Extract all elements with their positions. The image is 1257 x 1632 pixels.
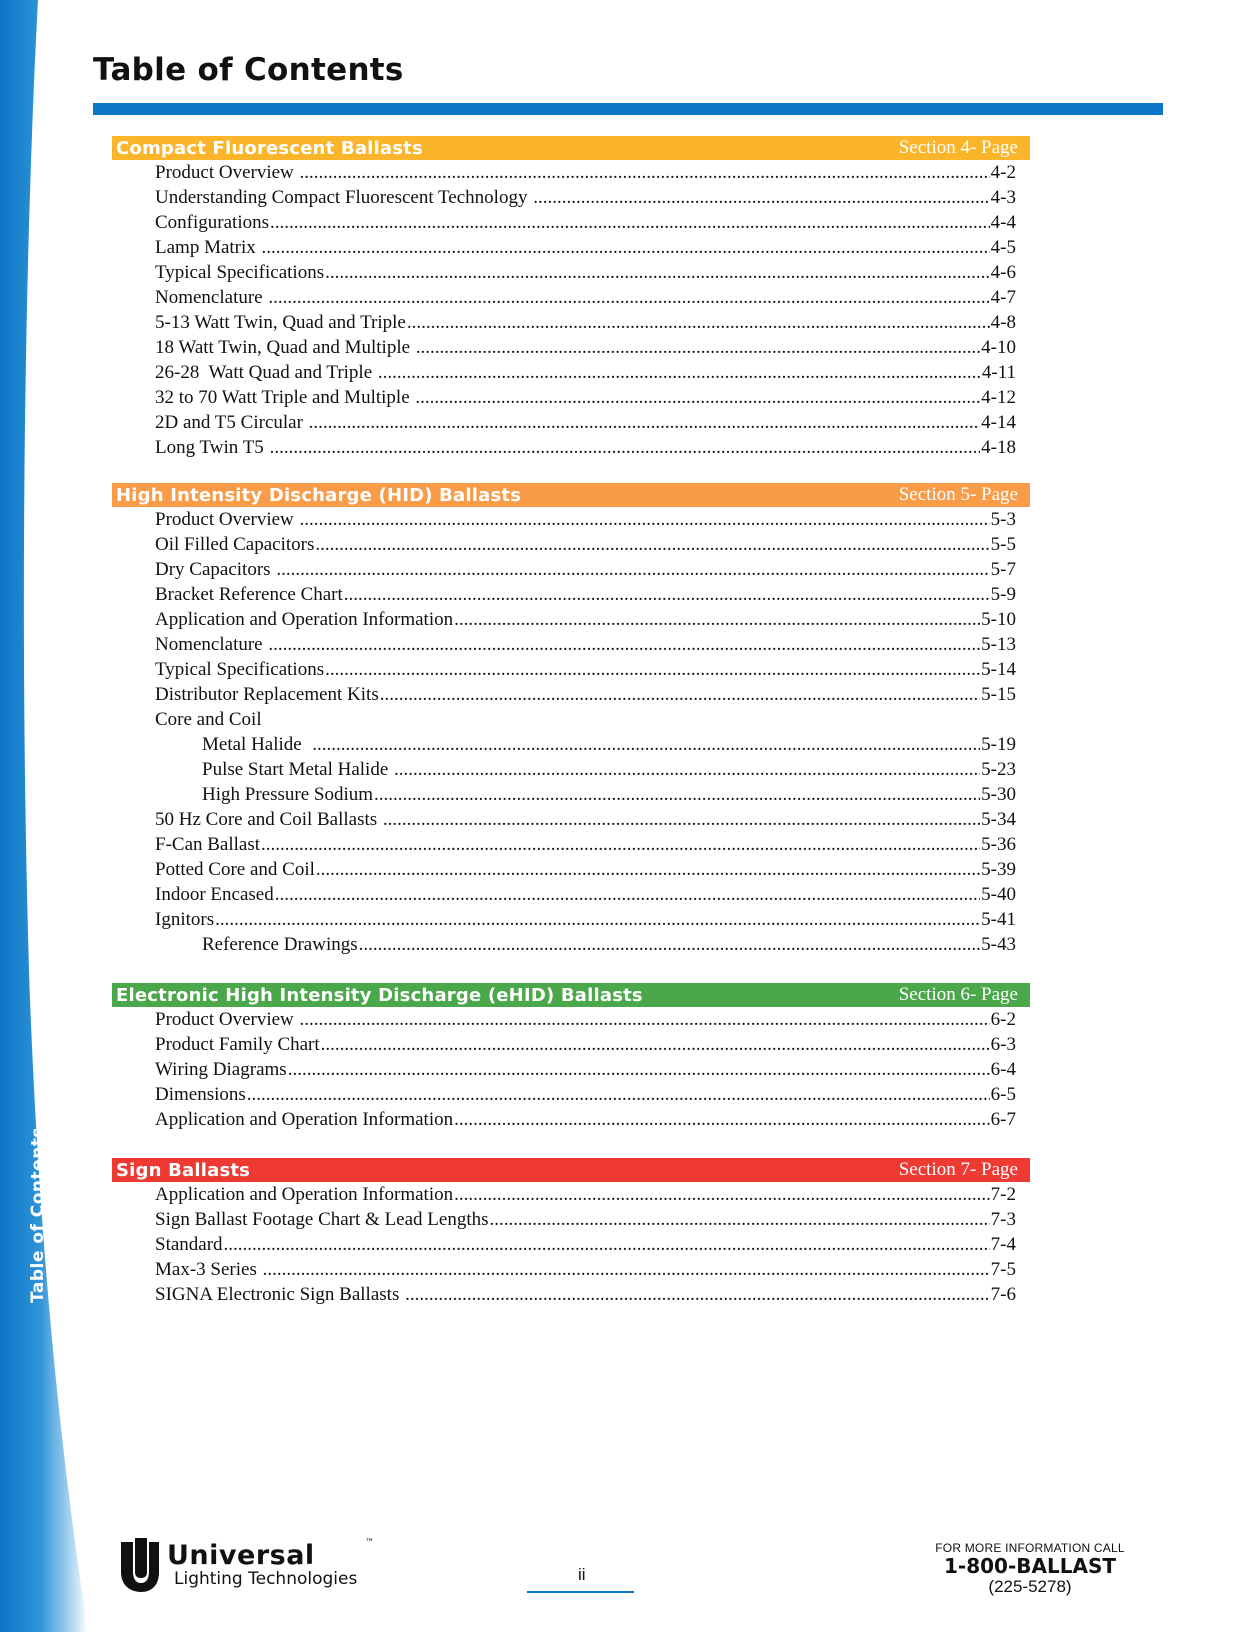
toc-entry-page: 5-41 xyxy=(981,909,1016,930)
toc-entry-label: Reference Drawings xyxy=(202,934,358,955)
toc-entry[interactable] xyxy=(112,932,1030,957)
toc-entry-page: 4-14 xyxy=(981,412,1016,433)
section-ehid xyxy=(112,983,1030,1132)
dot-leader xyxy=(380,682,980,707)
dot-leader xyxy=(300,1007,990,1032)
dot-leader xyxy=(270,435,981,460)
dot-leader xyxy=(454,1107,990,1132)
toc-entry-page: 7-6 xyxy=(990,1284,1016,1305)
dot-leader xyxy=(490,1207,990,1232)
dot-leader xyxy=(262,235,990,260)
toc-entry[interactable] xyxy=(112,210,1030,235)
toc-entry[interactable] xyxy=(112,160,1030,185)
toc-entry-page: 4-18 xyxy=(981,437,1016,458)
dot-leader xyxy=(374,782,980,807)
toc-entry-label: Wiring Diagrams xyxy=(155,1059,287,1080)
toc-entry[interactable] xyxy=(112,260,1030,285)
dot-leader xyxy=(316,857,980,882)
toc-entry-label: Typical Specifications xyxy=(155,659,325,680)
section-page-label: Section 7- Page xyxy=(898,1159,1018,1180)
toc-entry-label: Application and Operation Information xyxy=(155,1184,454,1205)
section-header xyxy=(112,1158,1030,1182)
section-header xyxy=(112,983,1030,1007)
dot-leader xyxy=(315,532,989,557)
dot-leader xyxy=(416,335,980,360)
dot-leader xyxy=(270,210,990,235)
logo-subtitle: Lighting Technologies xyxy=(174,1569,358,1589)
section-header xyxy=(112,483,1030,507)
phone-number-alt: (225-5278) xyxy=(988,1577,1072,1596)
toc-entry-label: Application and Operation Information xyxy=(155,1109,454,1130)
toc-entry[interactable] xyxy=(112,882,1030,907)
title-rule xyxy=(93,103,1163,115)
dot-leader xyxy=(321,1032,990,1057)
toc-entry-label: Nomenclature xyxy=(155,634,268,655)
dot-leader xyxy=(383,807,980,832)
dot-leader xyxy=(454,1182,990,1207)
toc-entry-page: 5-30 xyxy=(981,784,1016,805)
universal-logo xyxy=(117,1536,407,1596)
dot-leader xyxy=(405,1282,990,1307)
toc-entry-page: 4-2 xyxy=(990,162,1016,183)
dot-leader xyxy=(407,310,990,335)
dot-leader xyxy=(268,632,980,657)
toc-entry[interactable] xyxy=(112,1007,1030,1032)
toc-entry-label: 18 Watt Twin, Quad and Multiple xyxy=(155,337,415,358)
dot-leader xyxy=(276,557,989,582)
toc-entry-label: High Pressure Sodium xyxy=(202,784,373,805)
dot-leader xyxy=(275,882,980,907)
toc-entry-page: 5-19 xyxy=(981,734,1016,755)
toc-entry-page: 6-4 xyxy=(990,1059,1016,1080)
toc-entry-label: Application and Operation Information xyxy=(155,609,454,630)
page-title: Table of Contents xyxy=(93,52,404,88)
section-header xyxy=(112,136,1030,160)
toc-entry[interactable] xyxy=(112,1207,1030,1232)
dot-leader xyxy=(533,185,989,210)
toc-entry-label: Core and Coil xyxy=(155,709,262,730)
toc-entry-label: Oil Filled Capacitors xyxy=(155,534,315,555)
toc-entry-page: 6-2 xyxy=(990,1009,1016,1030)
toc-entry[interactable] xyxy=(112,682,1030,707)
toc-entry-page: 4-6 xyxy=(990,262,1016,283)
dot-leader xyxy=(325,260,990,285)
toc-entry-page: 4-10 xyxy=(981,337,1016,358)
toc-entry[interactable] xyxy=(112,607,1030,632)
toc-entry-label: 5-13 Watt Twin, Quad and Triple xyxy=(155,312,406,333)
contact-info xyxy=(900,1541,1160,1597)
toc-entry-page: 7-2 xyxy=(990,1184,1016,1205)
toc-entry-page: 5-34 xyxy=(981,809,1016,830)
toc-entry-label: Indoor Encased xyxy=(155,884,274,905)
toc-entry-label: Product Overview xyxy=(155,509,299,530)
toc-entry[interactable] xyxy=(112,385,1030,410)
section-hid xyxy=(112,483,1030,957)
dot-leader xyxy=(300,160,990,185)
dot-leader xyxy=(454,607,980,632)
toc-entry[interactable] xyxy=(112,410,1030,435)
dot-leader xyxy=(312,732,980,757)
toc-entry-page: 5-3 xyxy=(990,509,1016,530)
toc-entry[interactable] xyxy=(112,632,1030,657)
toc-entry-label: Bracket Reference Chart xyxy=(155,584,343,605)
toc-entry[interactable] xyxy=(112,732,1030,757)
page-number-rule xyxy=(527,1591,634,1593)
toc-entry[interactable] xyxy=(112,1107,1030,1132)
toc-entry-page: 4-4 xyxy=(990,212,1016,233)
section-page-label: Section 6- Page xyxy=(898,984,1018,1005)
dot-leader xyxy=(261,832,980,857)
toc-entry[interactable] xyxy=(112,532,1030,557)
toc-entry-page: 6-5 xyxy=(990,1084,1016,1105)
dot-leader xyxy=(247,1082,990,1107)
toc-entry-label: 32 to 70 Watt Triple and Multiple xyxy=(155,387,415,408)
toc-entry-page: 7-4 xyxy=(990,1234,1016,1255)
section-compact-fluorescent xyxy=(112,136,1030,460)
toc-entry[interactable] xyxy=(112,285,1030,310)
toc-entry-page: 6-3 xyxy=(990,1034,1016,1055)
toc-entry-page: 5-36 xyxy=(981,834,1016,855)
universal-logo-icon xyxy=(117,1536,163,1594)
toc-entry-page: 5-15 xyxy=(981,684,1016,705)
toc-entry[interactable] xyxy=(112,435,1030,460)
toc-entry[interactable] xyxy=(112,757,1030,782)
section-page-label: Section 5- Page xyxy=(898,484,1018,505)
toc-entry-label: Sign Ballast Footage Chart & Lead Lengths xyxy=(155,1209,489,1230)
toc-entry-page: 4-8 xyxy=(990,312,1016,333)
toc-entry[interactable] xyxy=(112,557,1030,582)
toc-entry-label: Long Twin T5 xyxy=(155,437,269,458)
toc-entry-page: 4-5 xyxy=(990,237,1016,258)
phone-number: 1-800-BALLAST xyxy=(943,1554,1116,1578)
toc-entry-label: Metal Halide xyxy=(202,734,312,755)
toc-entry-label: Standard xyxy=(155,1234,223,1255)
dot-leader xyxy=(378,360,981,385)
toc-entry-label: Distributor Replacement Kits xyxy=(155,684,379,705)
logo-wordmark: Universal xyxy=(167,1540,315,1571)
toc-entry-label: Nomenclature xyxy=(155,287,268,308)
logo-trademark: ™ xyxy=(365,1538,374,1548)
toc-entry-label: Configurations xyxy=(155,212,269,233)
toc-entry[interactable] xyxy=(112,335,1030,360)
section-title: High Intensity Discharge (HID) Ballasts xyxy=(116,484,522,506)
toc-entry[interactable] xyxy=(112,582,1030,607)
dot-leader xyxy=(224,1232,990,1257)
toc-entry-page: 5-10 xyxy=(981,609,1016,630)
toc-entry-label: Dry Capacitors xyxy=(155,559,276,580)
section-title: Sign Ballasts xyxy=(116,1159,251,1181)
toc-entry-page: 4-3 xyxy=(990,187,1016,208)
toc-entry-label: Understanding Compact Fluorescent Technology xyxy=(155,187,533,208)
dot-leader xyxy=(300,507,990,532)
toc-entry[interactable] xyxy=(112,1057,1030,1082)
sidebar-band xyxy=(0,0,90,1632)
toc-entry[interactable] xyxy=(112,807,1030,832)
toc-entry-page: 5-5 xyxy=(990,534,1016,555)
toc-entry-page: 5-7 xyxy=(990,559,1016,580)
toc-entry-page: 6-7 xyxy=(990,1109,1016,1130)
toc-entry-page: 5-40 xyxy=(981,884,1016,905)
dot-leader xyxy=(359,932,981,957)
section-page-label: Section 4- Page xyxy=(898,137,1018,158)
toc-entry-label: Dimensions xyxy=(155,1084,246,1105)
toc-entry[interactable] xyxy=(112,1182,1030,1207)
toc-entry[interactable] xyxy=(112,1257,1030,1282)
dot-leader xyxy=(415,385,980,410)
toc-entry[interactable] xyxy=(112,1282,1030,1307)
toc-entry-label: Potted Core and Coil xyxy=(155,859,315,880)
section-sign xyxy=(112,1158,1030,1307)
toc-entry[interactable] xyxy=(112,1082,1030,1107)
toc-entry-label: Typical Specifications xyxy=(155,262,325,283)
toc-entry-label: Product Family Chart xyxy=(155,1034,320,1055)
toc-entry[interactable] xyxy=(112,360,1030,385)
toc-entry-label: F-Can Ballast xyxy=(155,834,261,855)
sidebar-label: Table of Contents xyxy=(28,1126,48,1304)
toc-entry-page: 5-39 xyxy=(981,859,1016,880)
dot-leader xyxy=(263,1257,990,1282)
toc-entry[interactable] xyxy=(112,185,1030,210)
toc-entry-page: 4-7 xyxy=(990,287,1016,308)
dot-leader xyxy=(268,285,989,310)
dot-leader xyxy=(288,1057,990,1082)
toc-entry-page: 5-43 xyxy=(981,934,1016,955)
dot-leader xyxy=(344,582,990,607)
toc-entry[interactable] xyxy=(112,1032,1030,1057)
toc-entry[interactable] xyxy=(112,507,1030,532)
toc-entry[interactable] xyxy=(112,657,1030,682)
toc-entry-label: 26-28 Watt Quad and Triple xyxy=(155,362,377,383)
toc-entry[interactable] xyxy=(112,707,1030,732)
dot-leader xyxy=(325,657,980,682)
toc-entry[interactable] xyxy=(112,782,1030,807)
toc-entry[interactable] xyxy=(112,310,1030,335)
toc-entry-page: 5-14 xyxy=(981,659,1016,680)
info-call-label: FOR MORE INFORMATION CALL xyxy=(935,1541,1125,1555)
toc-entry-label: Pulse Start Metal Halide xyxy=(202,759,394,780)
dot-leader xyxy=(394,757,980,782)
toc-entry-page: 5-13 xyxy=(981,634,1016,655)
toc-entry[interactable] xyxy=(112,832,1030,857)
toc-entry-label: Ignitors xyxy=(155,909,215,930)
toc-entry[interactable] xyxy=(112,1232,1030,1257)
toc-entry[interactable] xyxy=(112,907,1030,932)
dot-leader xyxy=(309,410,981,435)
toc-entry-page: 5-23 xyxy=(981,759,1016,780)
section-title: Electronic High Intensity Discharge (eHID) Ballasts xyxy=(116,984,643,1006)
toc-entry-page: 7-5 xyxy=(990,1259,1016,1280)
section-title: Compact Fluorescent Ballasts xyxy=(116,137,423,159)
toc-entry[interactable] xyxy=(112,857,1030,882)
toc-entry-label: Max-3 Series xyxy=(155,1259,262,1280)
dot-leader xyxy=(215,907,980,932)
toc-entry-page: 5-9 xyxy=(990,584,1016,605)
toc-entry-label: Lamp Matrix xyxy=(155,237,261,258)
toc-entry-page: 7-3 xyxy=(990,1209,1016,1230)
toc-entry-label: Product Overview xyxy=(155,162,299,183)
toc-entry-label: 50 Hz Core and Coil Ballasts xyxy=(155,809,382,830)
toc-entry-page: 4-11 xyxy=(981,362,1016,383)
page-number: ii xyxy=(578,1565,586,1584)
toc-entry-label: Product Overview xyxy=(155,1009,299,1030)
toc-entry-label: SIGNA Electronic Sign Ballasts xyxy=(155,1284,405,1305)
toc-entry-page: 4-12 xyxy=(981,387,1016,408)
toc-entry[interactable] xyxy=(112,235,1030,260)
toc-entry-label: 2D and T5 Circular xyxy=(155,412,308,433)
